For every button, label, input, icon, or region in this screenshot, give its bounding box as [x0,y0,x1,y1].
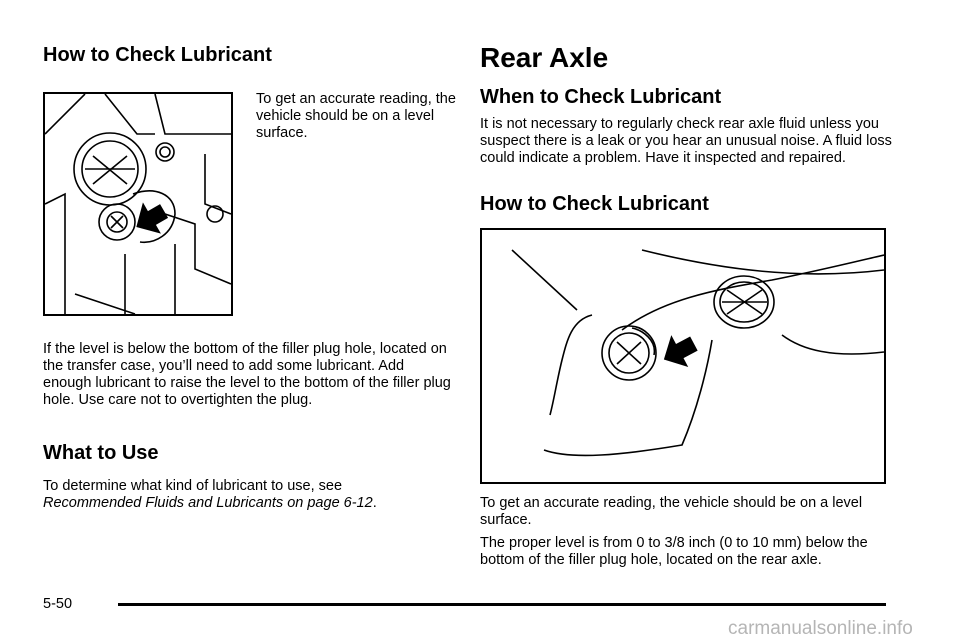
when-paragraph: It is not necessary to regularly check rear axle fluid unless you suspect there is a leak or you hear an unusual noise. A fluid loss could indicate a problem. Have it inspected and repaired. [480,116,892,166]
transfer-case-figure [43,92,233,316]
right-paragraph-2: The proper level is from 0 to 3/8 inch (0 to 10 mm) below the bottom of the filler plug hole, located on the rear axle. [480,535,868,568]
left-heading: How to Check Lubricant [43,44,272,66]
watermark: carmanualsonline.info [728,618,913,639]
footer-rule [118,603,886,606]
when-heading: When to Check Lubricant [480,86,722,108]
right-paragraph-1: To get an accurate reading, the vehicle should be on a level surface. [480,495,863,528]
fluids-reference-link[interactable]: Recommended Fluids and Lubricants on page 6-12 [43,495,373,511]
page-number: 5-50 [43,596,73,612]
section-title: Rear Axle [480,42,609,73]
what-to-use-heading: What to Use [43,442,159,464]
what-to-use-text [43,478,453,512]
rear-axle-illustration [482,230,884,482]
arrow-icon [655,328,702,376]
right-how-heading: How to Check Lubricant [480,193,709,215]
figure-caption: To get an accurate reading, the vehicle should be on a level surface. [256,91,456,141]
what-to-use-end: . [372,495,377,511]
what-to-use-lead: To determine what kind of lubricant to use, see [43,478,343,494]
rear-axle-figure [480,228,886,484]
transfer-case-illustration [45,94,231,314]
left-paragraph: If the level is below the bottom of the filler plug hole, located on the transfer case, you’ll need to add some lubricant. Add enough lubricant to raise the level to the bottom of the filler plug hole. Use care not to overtighten the plug. [43,341,451,408]
